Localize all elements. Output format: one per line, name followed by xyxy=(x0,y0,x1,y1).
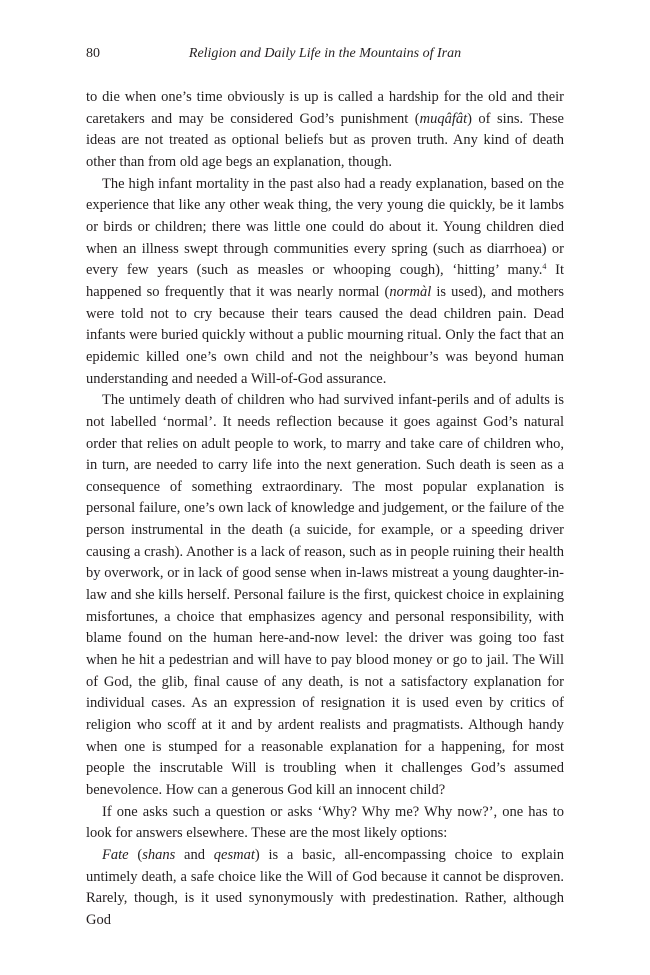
footnote-marker: 4 xyxy=(542,262,547,272)
running-head xyxy=(86,44,564,64)
text-run: ( xyxy=(128,846,143,863)
text-run: If one asks such a question or asks ‘Why? Why me? Why now?’, one has to look for answers elsewhere. These are the most likely options: xyxy=(86,803,564,842)
body-text xyxy=(86,87,564,932)
paragraph xyxy=(86,802,564,845)
running-title: Religion and Daily Life in the Mountains of Iran xyxy=(188,46,462,61)
paragraph xyxy=(86,174,564,391)
italic-term: Fate xyxy=(102,846,129,863)
paragraph xyxy=(86,845,564,932)
paragraph xyxy=(86,87,564,174)
text-run: ) is a basic, all-encompassing choice to explain untimely death, a safe choice like the Will of God because it cannot be disproven. Rarely, though, is it used synonymously with predestination. Rather, although God xyxy=(86,846,564,928)
paragraph xyxy=(86,390,564,801)
italic-term: normàl xyxy=(389,283,432,300)
text-run: It happened so frequently that it was nearly normal ( xyxy=(86,262,564,300)
text-run: ) of sins. These ideas are not treated as optional beliefs but as proven truth. Any kind of death other than from old age begs an explanation, though. xyxy=(86,110,564,170)
italic-term: muqâfât xyxy=(419,110,468,127)
italic-term: qesmat xyxy=(213,846,255,863)
text-run: and xyxy=(175,846,214,863)
text-run: The high infant mortality in the past also had a ready explanation, based on the experience that like any other weak thing, the very young die quickly, be it lambs or birds or children; there was little one could do about it. Young children died when an illness swept through communities every spring (such as diarrhoea) or every few years (such as measles or whooping cough), ‘hitting’ many. xyxy=(86,175,564,279)
text-run: to die when one’s time obviously is up is called a hardship for the old and their caretakers and may be considered God’s punishment ( xyxy=(86,89,564,127)
italic-term: shans xyxy=(142,846,176,863)
page-number: 80 xyxy=(86,46,100,61)
text-run: The untimely death of children who had survived infant-perils and of adults is not labelled ‘normal’. It needs reflection because it goes against God’s natural order that relies on adult people to work, to marry and take care of children who, in turn, are needed to carry life into the next generation. Such death is seen as a consequence of something extraordinary. The most popular explanation is personal failure, one’s own lack of knowledge and judgement, or the failure of the person instrumental in the death (a suicide, for example, or a speeding driver causing a crash). Another is a lack of reason, such as in people ruining their health by overwork, or in lack of good sense when in-laws mistreat a young daughter-in-law and she kills herself. Personal failure is the first, quickest choice in explaining misfortunes, a choice that emphasizes agency and personal responsibility, with blame found on the human here-and-now level: the driver was going too fast when he hit a pedestrian and will have to pay blood money or go to jail. The Will of God, the glib, final cause of any death, is not a satisfactory explanation for individual cases. As an expression of resignation it is used even by critics of religion who scoff at it and by ardent realists and pragmatists. Although handy when one is stumped for a reasonable explanation for a happening, for most people the inscrutable Will is troubling when it challenges God’s assumed benevolence. How can a generous God kill an innocent child? xyxy=(86,392,564,798)
text-run: is used), and mothers were told not to cry because their tears caused the dead children pain. Dead infants were buried quickly without a public mourning ritual. Only the fact that an epidemic killed one’s own child and not the neighbour’s was beyond human understanding and needed a Will-of-God assurance. xyxy=(86,283,564,387)
